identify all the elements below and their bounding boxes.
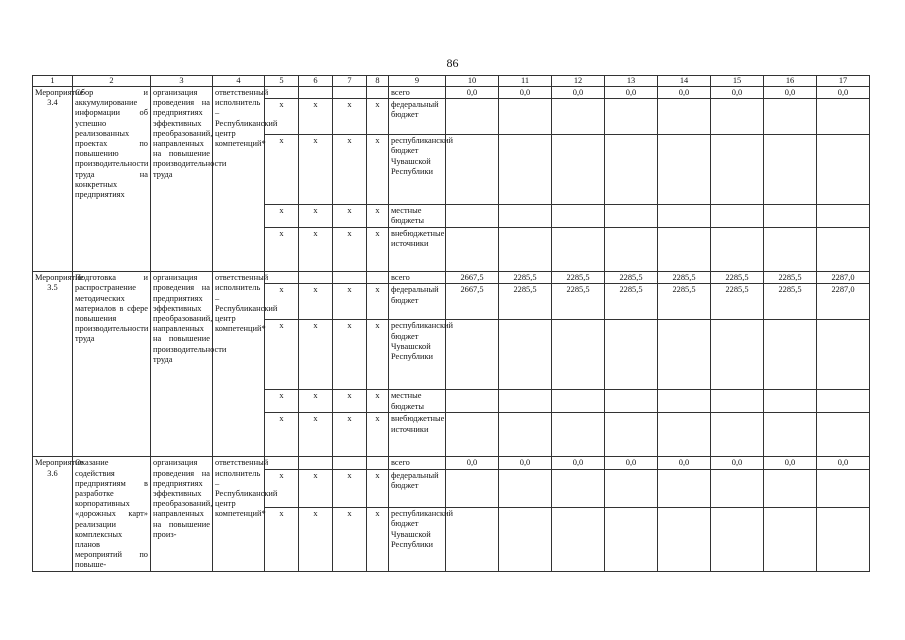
x-mark-cell: х bbox=[367, 390, 389, 413]
funding-value: 0,0 bbox=[446, 457, 499, 470]
x-mark-cell: х bbox=[333, 284, 367, 320]
budget-table bbox=[32, 75, 870, 572]
funding-value: 0,0 bbox=[499, 87, 552, 99]
x-mark-cell bbox=[265, 457, 299, 470]
funding-value bbox=[552, 508, 605, 571]
column-header: 17 bbox=[817, 76, 870, 87]
funding-value bbox=[499, 135, 552, 205]
funding-value bbox=[552, 413, 605, 457]
x-mark-cell: х bbox=[299, 205, 333, 228]
x-mark-cell: х bbox=[367, 228, 389, 272]
funding-value bbox=[446, 205, 499, 228]
x-mark-cell: х bbox=[333, 470, 367, 508]
column-header: 11 bbox=[499, 76, 552, 87]
x-mark-cell: х bbox=[299, 99, 333, 135]
event-code: Мероприятие 3.6 bbox=[33, 457, 73, 571]
funding-value bbox=[605, 413, 658, 457]
funding-row bbox=[33, 457, 870, 470]
funding-value: 2285,5 bbox=[711, 272, 764, 284]
funding-value bbox=[711, 320, 764, 390]
x-mark-cell: х bbox=[265, 508, 299, 571]
funding-value bbox=[605, 135, 658, 205]
x-mark-cell: х bbox=[367, 284, 389, 320]
funding-value bbox=[499, 320, 552, 390]
funding-value: 2285,5 bbox=[658, 284, 711, 320]
funding-value: 2285,5 bbox=[764, 272, 817, 284]
funding-source: всего bbox=[389, 457, 446, 470]
funding-value bbox=[817, 470, 870, 508]
column-header: 7 bbox=[333, 76, 367, 87]
event-executor: ответственный исполнитель – Республиканский центр компетенций* bbox=[213, 87, 265, 272]
funding-value bbox=[764, 508, 817, 571]
funding-value: 2285,5 bbox=[552, 284, 605, 320]
x-mark-cell: х bbox=[367, 135, 389, 205]
funding-value bbox=[817, 320, 870, 390]
funding-value bbox=[552, 205, 605, 228]
funding-value bbox=[658, 99, 711, 135]
column-header: 6 bbox=[299, 76, 333, 87]
column-header: 5 bbox=[265, 76, 299, 87]
event-direction: организация проведения на предприятиях эффективных преобразований, направленных на повышение произ- bbox=[151, 457, 213, 571]
funding-value: 2285,5 bbox=[499, 284, 552, 320]
x-mark-cell: х bbox=[299, 508, 333, 571]
x-mark-cell: х bbox=[333, 390, 367, 413]
funding-value bbox=[552, 228, 605, 272]
x-mark-cell bbox=[299, 272, 333, 284]
funding-value bbox=[764, 228, 817, 272]
funding-value bbox=[658, 320, 711, 390]
column-header: 12 bbox=[552, 76, 605, 87]
column-header: 15 bbox=[711, 76, 764, 87]
column-number-row bbox=[33, 76, 870, 87]
funding-value bbox=[711, 390, 764, 413]
funding-value bbox=[446, 320, 499, 390]
x-mark-cell: х bbox=[333, 205, 367, 228]
funding-value: 0,0 bbox=[552, 457, 605, 470]
funding-value bbox=[817, 99, 870, 135]
x-mark-cell: х bbox=[333, 228, 367, 272]
event-executor: ответственный исполнитель – Республиканский центр компетенций* bbox=[213, 272, 265, 457]
x-mark-cell: х bbox=[265, 99, 299, 135]
funding-value bbox=[711, 99, 764, 135]
funding-value bbox=[764, 413, 817, 457]
funding-source: федеральный бюджет bbox=[389, 470, 446, 508]
funding-value bbox=[552, 470, 605, 508]
x-mark-cell: х bbox=[299, 470, 333, 508]
funding-value: 0,0 bbox=[605, 457, 658, 470]
funding-value: 2285,5 bbox=[552, 272, 605, 284]
funding-value bbox=[711, 508, 764, 571]
funding-value bbox=[711, 470, 764, 508]
event-direction: организация проведения на предприятиях эффективных преобразований, направленных на повышение производительности труда bbox=[151, 87, 213, 272]
event-name: Оказание содействия предприятиям в разработке корпоративных «дорожных карт» реализации комплексных планов мероприятий по повыше- bbox=[73, 457, 151, 571]
funding-value bbox=[499, 470, 552, 508]
x-mark-cell: х bbox=[299, 135, 333, 205]
funding-value bbox=[658, 228, 711, 272]
funding-source: республиканский бюджет Чувашской Республики bbox=[389, 320, 446, 390]
funding-value bbox=[658, 470, 711, 508]
funding-value bbox=[605, 390, 658, 413]
funding-value bbox=[499, 413, 552, 457]
funding-value bbox=[817, 390, 870, 413]
funding-value: 2287,0 bbox=[817, 272, 870, 284]
funding-value: 2287,0 bbox=[817, 284, 870, 320]
column-header: 14 bbox=[658, 76, 711, 87]
x-mark-cell: х bbox=[367, 320, 389, 390]
funding-value bbox=[605, 470, 658, 508]
funding-value: 0,0 bbox=[658, 87, 711, 99]
funding-source: всего bbox=[389, 272, 446, 284]
funding-value: 2285,5 bbox=[605, 284, 658, 320]
funding-value bbox=[446, 135, 499, 205]
x-mark-cell bbox=[333, 87, 367, 99]
funding-source: федеральный бюджет bbox=[389, 284, 446, 320]
x-mark-cell: х bbox=[265, 320, 299, 390]
funding-value bbox=[817, 205, 870, 228]
funding-source: республиканский бюджет Чувашской Республики bbox=[389, 135, 446, 205]
event-code: Мероприятие 3.5 bbox=[33, 272, 73, 457]
funding-source: местные бюджеты bbox=[389, 390, 446, 413]
funding-value: 0,0 bbox=[446, 87, 499, 99]
funding-value: 0,0 bbox=[764, 457, 817, 470]
funding-value bbox=[446, 228, 499, 272]
funding-source: федеральный бюджет bbox=[389, 99, 446, 135]
funding-value bbox=[605, 320, 658, 390]
x-mark-cell: х bbox=[333, 135, 367, 205]
funding-value bbox=[711, 205, 764, 228]
funding-source: внебюджетные источники bbox=[389, 228, 446, 272]
x-mark-cell: х bbox=[265, 205, 299, 228]
x-mark-cell: х bbox=[367, 413, 389, 457]
x-mark-cell: х bbox=[265, 135, 299, 205]
column-header: 4 bbox=[213, 76, 265, 87]
funding-value bbox=[499, 99, 552, 135]
x-mark-cell: х bbox=[333, 320, 367, 390]
column-header: 8 bbox=[367, 76, 389, 87]
x-mark-cell: х bbox=[299, 390, 333, 413]
x-mark-cell: х bbox=[265, 228, 299, 272]
funding-value bbox=[552, 99, 605, 135]
column-header: 2 bbox=[73, 76, 151, 87]
funding-value bbox=[658, 135, 711, 205]
funding-value bbox=[711, 228, 764, 272]
x-mark-cell: х bbox=[265, 284, 299, 320]
x-mark-cell bbox=[333, 457, 367, 470]
funding-value: 2285,5 bbox=[499, 272, 552, 284]
funding-value bbox=[711, 413, 764, 457]
funding-value bbox=[658, 205, 711, 228]
funding-row bbox=[33, 272, 870, 284]
funding-value bbox=[552, 390, 605, 413]
column-header: 3 bbox=[151, 76, 213, 87]
funding-row bbox=[33, 87, 870, 99]
funding-value bbox=[446, 508, 499, 571]
funding-value: 0,0 bbox=[817, 457, 870, 470]
x-mark-cell: х bbox=[299, 413, 333, 457]
funding-value: 0,0 bbox=[658, 457, 711, 470]
funding-value bbox=[817, 508, 870, 571]
event-direction: организация проведения на предприятиях эффективных преобразований, направленных на повышение производительности труда bbox=[151, 272, 213, 457]
event-code: Мероприятие 3.4 bbox=[33, 87, 73, 272]
column-header: 13 bbox=[605, 76, 658, 87]
x-mark-cell: х bbox=[299, 228, 333, 272]
column-header: 10 bbox=[446, 76, 499, 87]
x-mark-cell bbox=[367, 457, 389, 470]
funding-value: 0,0 bbox=[711, 457, 764, 470]
funding-value bbox=[764, 390, 817, 413]
funding-value bbox=[711, 135, 764, 205]
funding-value bbox=[499, 205, 552, 228]
funding-value bbox=[499, 228, 552, 272]
x-mark-cell bbox=[333, 272, 367, 284]
funding-value bbox=[817, 135, 870, 205]
x-mark-cell bbox=[265, 87, 299, 99]
x-mark-cell: х bbox=[299, 320, 333, 390]
column-header: 16 bbox=[764, 76, 817, 87]
funding-value bbox=[658, 390, 711, 413]
funding-source: республиканский бюджет Чувашской Республики bbox=[389, 508, 446, 571]
funding-value bbox=[764, 320, 817, 390]
column-header: 1 bbox=[33, 76, 73, 87]
x-mark-cell: х bbox=[333, 99, 367, 135]
funding-value bbox=[552, 135, 605, 205]
funding-value: 2667,5 bbox=[446, 272, 499, 284]
funding-value bbox=[764, 205, 817, 228]
funding-value: 2285,5 bbox=[605, 272, 658, 284]
funding-source: местные бюджеты bbox=[389, 205, 446, 228]
funding-value bbox=[764, 99, 817, 135]
funding-value bbox=[499, 508, 552, 571]
funding-value: 0,0 bbox=[499, 457, 552, 470]
x-mark-cell: х bbox=[333, 508, 367, 571]
funding-value: 2667,5 bbox=[446, 284, 499, 320]
x-mark-cell: х bbox=[367, 99, 389, 135]
funding-value: 0,0 bbox=[605, 87, 658, 99]
x-mark-cell bbox=[367, 87, 389, 99]
x-mark-cell: х bbox=[265, 413, 299, 457]
funding-value bbox=[446, 390, 499, 413]
x-mark-cell: х bbox=[333, 413, 367, 457]
funding-value bbox=[817, 413, 870, 457]
funding-value bbox=[605, 99, 658, 135]
x-mark-cell: х bbox=[367, 470, 389, 508]
funding-value bbox=[658, 508, 711, 571]
event-name: Сбор и аккумулирование информации об успешно реализованных проектах по повышению производительности труда на конкретных предприятиях bbox=[73, 87, 151, 272]
funding-value bbox=[658, 413, 711, 457]
funding-value: 2285,5 bbox=[658, 272, 711, 284]
funding-value: 2285,5 bbox=[711, 284, 764, 320]
funding-value bbox=[764, 470, 817, 508]
x-mark-cell bbox=[265, 272, 299, 284]
funding-value bbox=[605, 205, 658, 228]
funding-value bbox=[499, 390, 552, 413]
funding-source: внебюджетные источники bbox=[389, 413, 446, 457]
funding-value: 0,0 bbox=[764, 87, 817, 99]
funding-value bbox=[605, 228, 658, 272]
funding-value: 0,0 bbox=[552, 87, 605, 99]
funding-value bbox=[446, 470, 499, 508]
event-name: Подготовка и распространение методических материалов в сфере повышения производительности труда bbox=[73, 272, 151, 457]
funding-value bbox=[446, 413, 499, 457]
funding-value: 0,0 bbox=[817, 87, 870, 99]
x-mark-cell bbox=[299, 87, 333, 99]
funding-value bbox=[764, 135, 817, 205]
x-mark-cell: х bbox=[299, 284, 333, 320]
funding-value: 2285,5 bbox=[764, 284, 817, 320]
x-mark-cell bbox=[299, 457, 333, 470]
event-executor: ответственный исполнитель – Республиканский центр компетенций* bbox=[213, 457, 265, 571]
x-mark-cell: х bbox=[367, 508, 389, 571]
funding-value bbox=[446, 99, 499, 135]
x-mark-cell: х bbox=[367, 205, 389, 228]
x-mark-cell: х bbox=[265, 390, 299, 413]
funding-value: 0,0 bbox=[711, 87, 764, 99]
x-mark-cell: х bbox=[265, 470, 299, 508]
funding-value bbox=[605, 508, 658, 571]
x-mark-cell bbox=[367, 272, 389, 284]
page-number: 86 bbox=[446, 56, 459, 70]
funding-source: всего bbox=[389, 87, 446, 99]
column-header: 9 bbox=[389, 76, 446, 87]
funding-value bbox=[817, 228, 870, 272]
funding-value bbox=[552, 320, 605, 390]
